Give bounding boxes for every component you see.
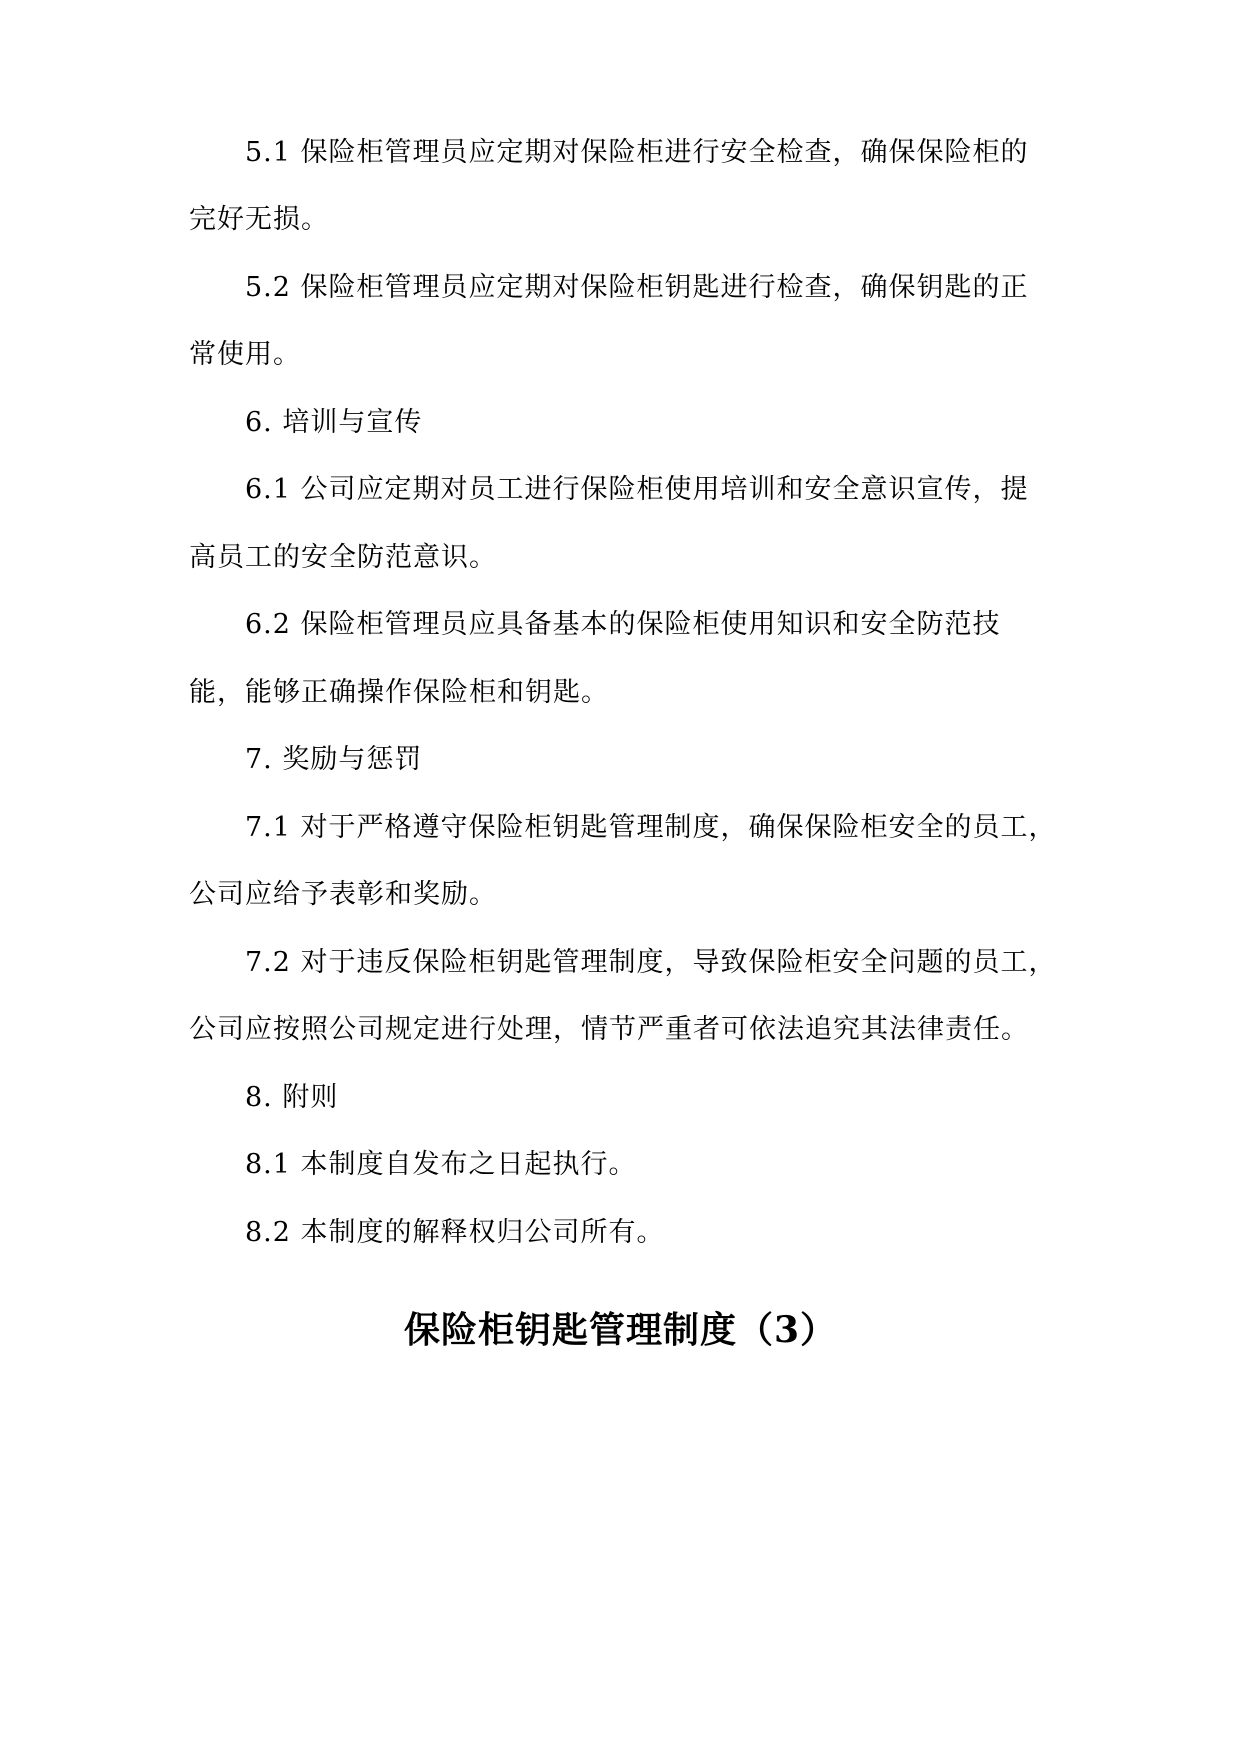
paragraph-6-1-line-2: 高员工的安全防范意识。 [189,542,497,573]
paragraph-8-2: 8.2 本制度的解释权归公司所有。 [245,1217,665,1248]
section-heading-7: 7. 奖励与惩罚 [245,744,423,775]
paragraph-8-1: 8.1 本制度自发布之日起执行。 [245,1149,637,1180]
paragraph-5-1-line-1: 5.1 保险柜管理员应定期对保险柜进行安全检查，确保保险柜的 [245,137,1029,168]
paragraph-5-1-line-2: 完好无损。 [189,204,329,235]
paragraph-7-1-line-2: 公司应给予表彰和奖励。 [189,879,497,910]
paragraph-7-1-line-1: 7.1 对于严格遵守保险柜钥匙管理制度，确保保险柜安全的员工， [245,812,1057,843]
section-heading-8: 8. 附则 [245,1082,339,1113]
paragraph-5-2-line-2: 常使用。 [189,339,301,370]
section-title: 保险柜钥匙管理制度（3） [403,1309,838,1351]
paragraph-7-2-line-1: 7.2 对于违反保险柜钥匙管理制度，导致保险柜安全问题的员工， [245,947,1057,978]
paragraph-6-2-line-1: 6.2 保险柜管理员应具备基本的保险柜使用知识和安全防范技 [245,609,1001,640]
paragraph-6-2-line-2: 能，能够正确操作保险柜和钥匙。 [189,677,609,708]
paragraph-6-1-line-1: 6.1 公司应定期对员工进行保险柜使用培训和安全意识宣传，提 [245,474,1029,505]
section-heading-6: 6. 培训与宣传 [245,407,423,438]
paragraph-5-2-line-1: 5.2 保险柜管理员应定期对保险柜钥匙进行检查，确保钥匙的正 [245,272,1029,303]
paragraph-7-2-line-2: 公司应按照公司规定进行处理，情节严重者可依法追究其法律责任。 [189,1014,1029,1045]
